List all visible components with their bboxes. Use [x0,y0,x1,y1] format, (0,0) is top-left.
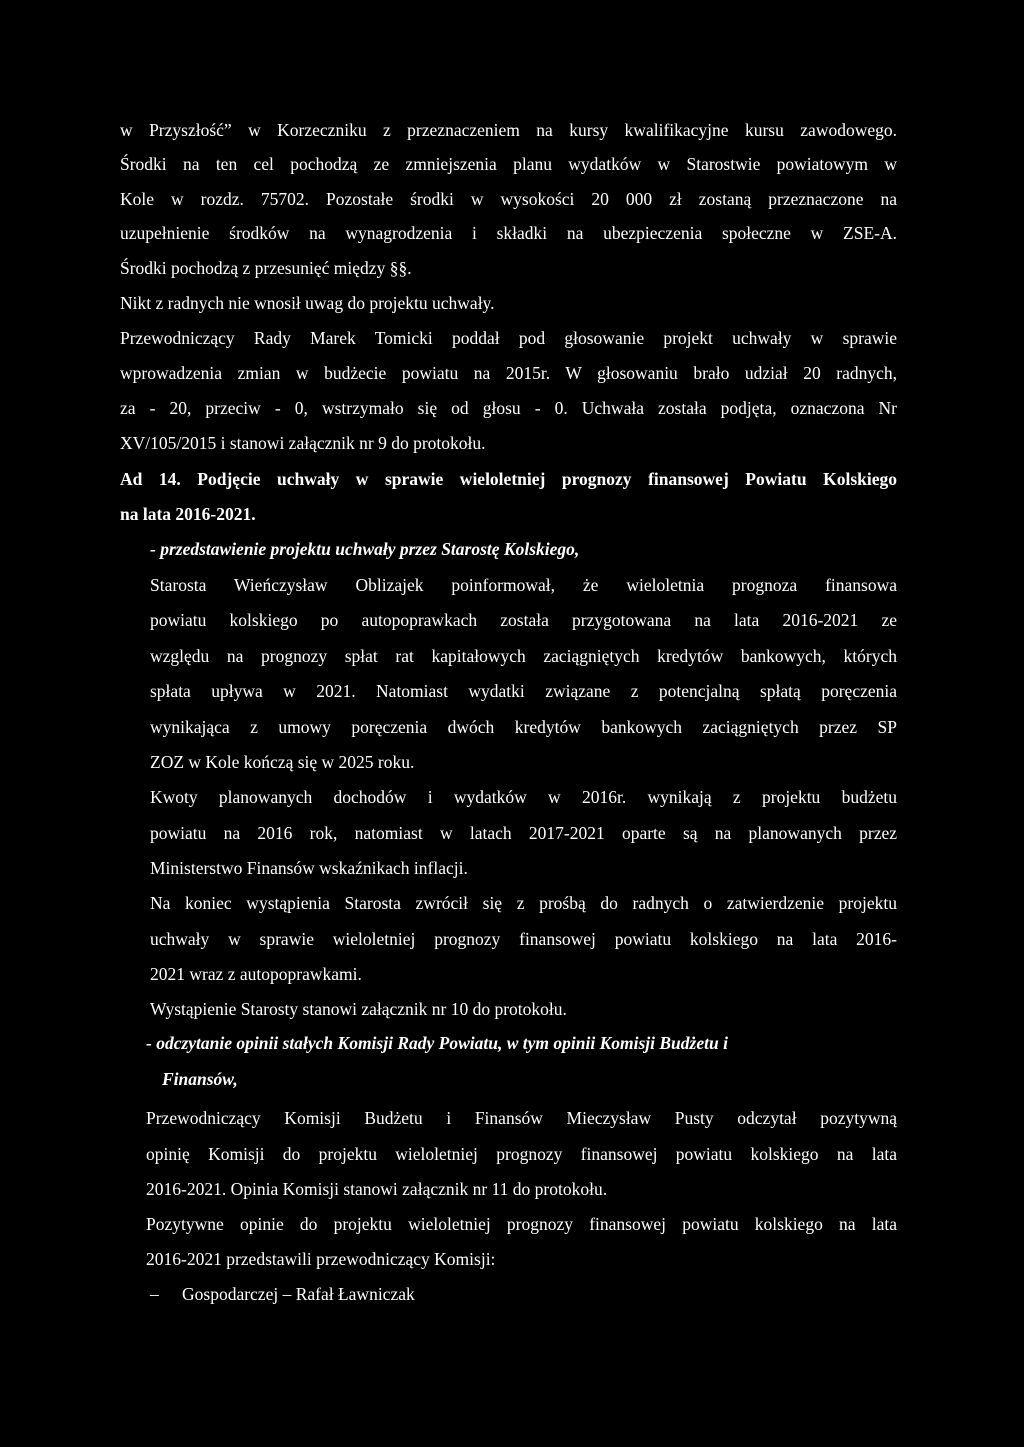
paragraph-line: Środki pochodzą z przesunięć między §§. [120,258,412,278]
paragraph-line: Starosta Wieńczysław Oblizajek poinformował, że wieloletnia prognoza finansowa [150,575,897,595]
subsection-heading: - odczytanie opinii stałych Komisji Rady Powiatu, w tym opinii Komisji Budżetu i [146,1033,728,1053]
list-item: Gospodarczej – Rafał Ławniczak [182,1284,415,1304]
section-heading: Ad 14. Podjęcie uchwały w sprawie wieloletniej prognozy finansowej Powiatu Kolskiego [120,469,897,489]
paragraph-line: Nikt z radnych nie wnosił uwag do projektu uchwały. [120,293,495,313]
paragraph-line: wprowadzenia zmian w budżecie powiatu na 2015r. W głosowaniu brało udział 20 radnych, [120,363,897,383]
section-heading: na lata 2016-2021. [120,504,256,524]
list-bullet: – [150,1284,159,1304]
paragraph-line: powiatu kolskiego po autopoprawkach została przygotowana na lata 2016-2021 ze [150,610,897,630]
paragraph-line: Kole w rozdz. 75702. Pozostałe środki w wysokości 20 000 zł zostaną przeznaczone na [120,189,897,209]
subsection-heading: Finansów, [162,1069,238,1089]
paragraph-line: XV/105/2015 i stanowi załącznik nr 9 do protokołu. [120,433,486,453]
paragraph-line: względu na prognozy spłat rat kapitałowych zaciągniętych kredytów bankowych, których [150,646,897,666]
paragraph-line: Ministerstwo Finansów wskaźnikach inflacji. [150,858,468,878]
paragraph-line: Wystąpienie Starosty stanowi załącznik nr 10 do protokołu. [150,999,567,1019]
paragraph-line: spłata upływa w 2021. Natomiast wydatki związane z potencjalną spłatą poręczenia [150,681,897,701]
paragraph-line: Na koniec wystąpienia Starosta zwrócił się z prośbą do radnych o zatwierdzenie projektu [150,893,897,913]
subsection-heading: - przedstawienie projektu uchwały przez Starostę Kolskiego, [150,539,580,559]
paragraph-line: 2016-2021. Opinia Komisji stanowi załącznik nr 11 do protokołu. [146,1179,608,1199]
paragraph-line: 2016-2021 przedstawili przewodniczący Komisji: [146,1249,496,1269]
paragraph-line: Przewodniczący Rady Marek Tomicki poddał pod głosowanie projekt uchwały w sprawie [120,328,897,348]
paragraph-line: Środki na ten cel pochodzą ze zmniejszenia planu wydatków w Starostwie powiatowym w [120,154,897,174]
paragraph-line: uzupełnienie środków na wynagrodzenia i składki na ubezpieczenia społeczne w ZSE-A. [120,223,897,243]
paragraph-line: Pozytywne opinie do projektu wieloletniej prognozy finansowej powiatu kolskiego na lata [146,1214,897,1234]
paragraph-line: opinię Komisji do projektu wieloletniej prognozy finansowej powiatu kolskiego na lata [146,1144,897,1164]
paragraph-line: powiatu na 2016 rok, natomiast w latach 2017-2021 oparte są na planowanych przez [150,823,897,843]
paragraph-line: 2021 wraz z autopoprawkami. [150,964,362,984]
paragraph-line: Przewodniczący Komisji Budżetu i Finansów Mieczysław Pusty odczytał pozytywną [146,1108,897,1128]
paragraph-line: za - 20, przeciw - 0, wstrzymało się od głosu - 0. Uchwała została podjęta, oznaczona Nr [120,398,897,418]
paragraph-line: uchwały w sprawie wieloletniej prognozy finansowej powiatu kolskiego na lata 2016- [150,929,897,949]
paragraph-line: wynikająca z umowy poręczenia dwóch kredytów bankowych zaciągniętych przez SP [150,717,897,737]
paragraph-line: Kwoty planowanych dochodów i wydatków w 2016r. wynikają z projektu budżetu [150,787,897,807]
paragraph-line: w Przyszłość” w Korzeczniku z przeznaczeniem na kursy kwalifikacyjne kursu zawodowego. [120,120,897,140]
paragraph-line: ZOZ w Kole kończą się w 2025 roku. [150,752,415,772]
